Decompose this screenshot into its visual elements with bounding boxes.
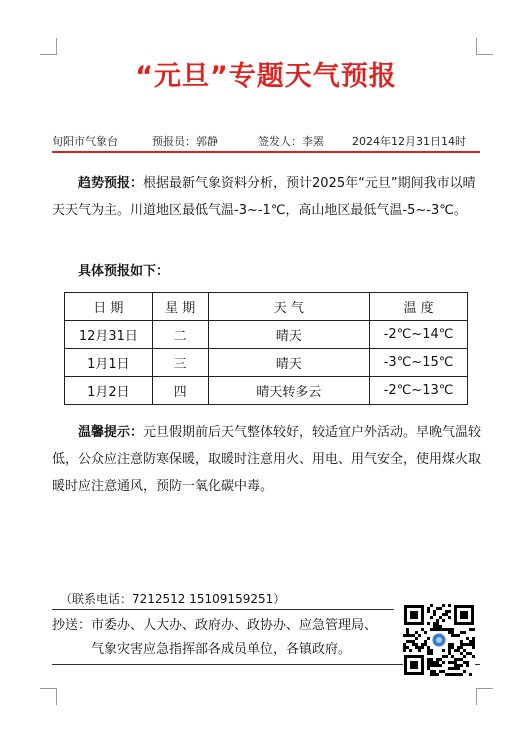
issuer-datetime: 2024年12月31日14时 bbox=[352, 135, 466, 148]
page-title: “元旦”专题天气预报 bbox=[135, 61, 397, 92]
contact-phone: （联系电话：7212512 15109159251） bbox=[60, 592, 286, 606]
header-weekday: 星 期 bbox=[152, 293, 208, 321]
cc-line-2 bbox=[52, 638, 402, 662]
crop-mark-top-right bbox=[476, 38, 493, 55]
forecast-table bbox=[64, 292, 468, 405]
cc-block bbox=[52, 614, 402, 662]
cell-date: 1月1日 bbox=[65, 349, 153, 377]
header-date: 日 期 bbox=[65, 293, 153, 321]
crop-mark-bottom-right bbox=[476, 688, 493, 705]
cell-temperature: -2℃~14℃ bbox=[370, 321, 468, 349]
tips-paragraph bbox=[52, 419, 482, 500]
cell-weather: 晴天 bbox=[208, 321, 369, 349]
contact-rule bbox=[52, 609, 394, 610]
cc-label: 抄送： bbox=[52, 618, 92, 633]
header-weather: 天 气 bbox=[208, 293, 369, 321]
cell-date: 1月2日 bbox=[65, 377, 153, 405]
qr-code-icon bbox=[403, 604, 475, 676]
cell-temperature: -2℃~13℃ bbox=[370, 377, 468, 405]
cell-weekday: 四 bbox=[152, 377, 208, 405]
issuer-forecaster: 预报员：郭静 bbox=[152, 135, 218, 148]
table-header-row bbox=[65, 293, 468, 321]
table-row bbox=[65, 321, 468, 349]
cell-weather: 晴天 bbox=[208, 349, 369, 377]
tips-text: 元旦假期前后天气整体较好，较适宜户外活动。早晚气温较低，公众应注意防寒保暖，取暖时注意用火、用电、用气安全，使用煤火取暖时应注意通风，预防一氧化碳中毒。 bbox=[52, 425, 482, 494]
cell-weekday: 二 bbox=[152, 321, 208, 349]
cell-date: 12月31日 bbox=[65, 321, 153, 349]
cc-recipients-2: 气象灾害应急指挥部各成员单位，各镇政府。 bbox=[91, 642, 352, 657]
trend-label: 趋势预报： bbox=[78, 176, 144, 191]
cc-line-1 bbox=[52, 614, 402, 638]
detail-heading bbox=[52, 258, 482, 285]
crop-mark-bottom-left bbox=[40, 688, 57, 705]
cc-recipients-1: 市委办、人大办、政府办、政协办、应急管理局、 bbox=[91, 618, 378, 633]
trend-paragraph bbox=[52, 170, 482, 224]
cell-weather: 晴天转多云 bbox=[208, 377, 369, 405]
crop-mark-top-left bbox=[40, 38, 57, 55]
cell-temperature: -3℃~15℃ bbox=[370, 349, 468, 377]
issuer-org: 旬阳市气象台 bbox=[52, 135, 118, 148]
issuer-signer: 签发人：李罴 bbox=[258, 135, 324, 148]
table-row bbox=[65, 377, 468, 405]
header-temperature: 温 度 bbox=[370, 293, 468, 321]
table-row bbox=[65, 349, 468, 377]
header-rule bbox=[52, 151, 480, 153]
trend-text: 根据最新气象资料分析，预计2025年“元旦”期间我市以晴天天气为主。川道地区最低气温-3~-1℃，高山地区最低气温-5~-3℃。 bbox=[52, 176, 476, 218]
cell-weekday: 三 bbox=[152, 349, 208, 377]
tips-label: 温馨提示： bbox=[78, 425, 144, 440]
detail-label: 具体预报如下： bbox=[78, 264, 170, 279]
